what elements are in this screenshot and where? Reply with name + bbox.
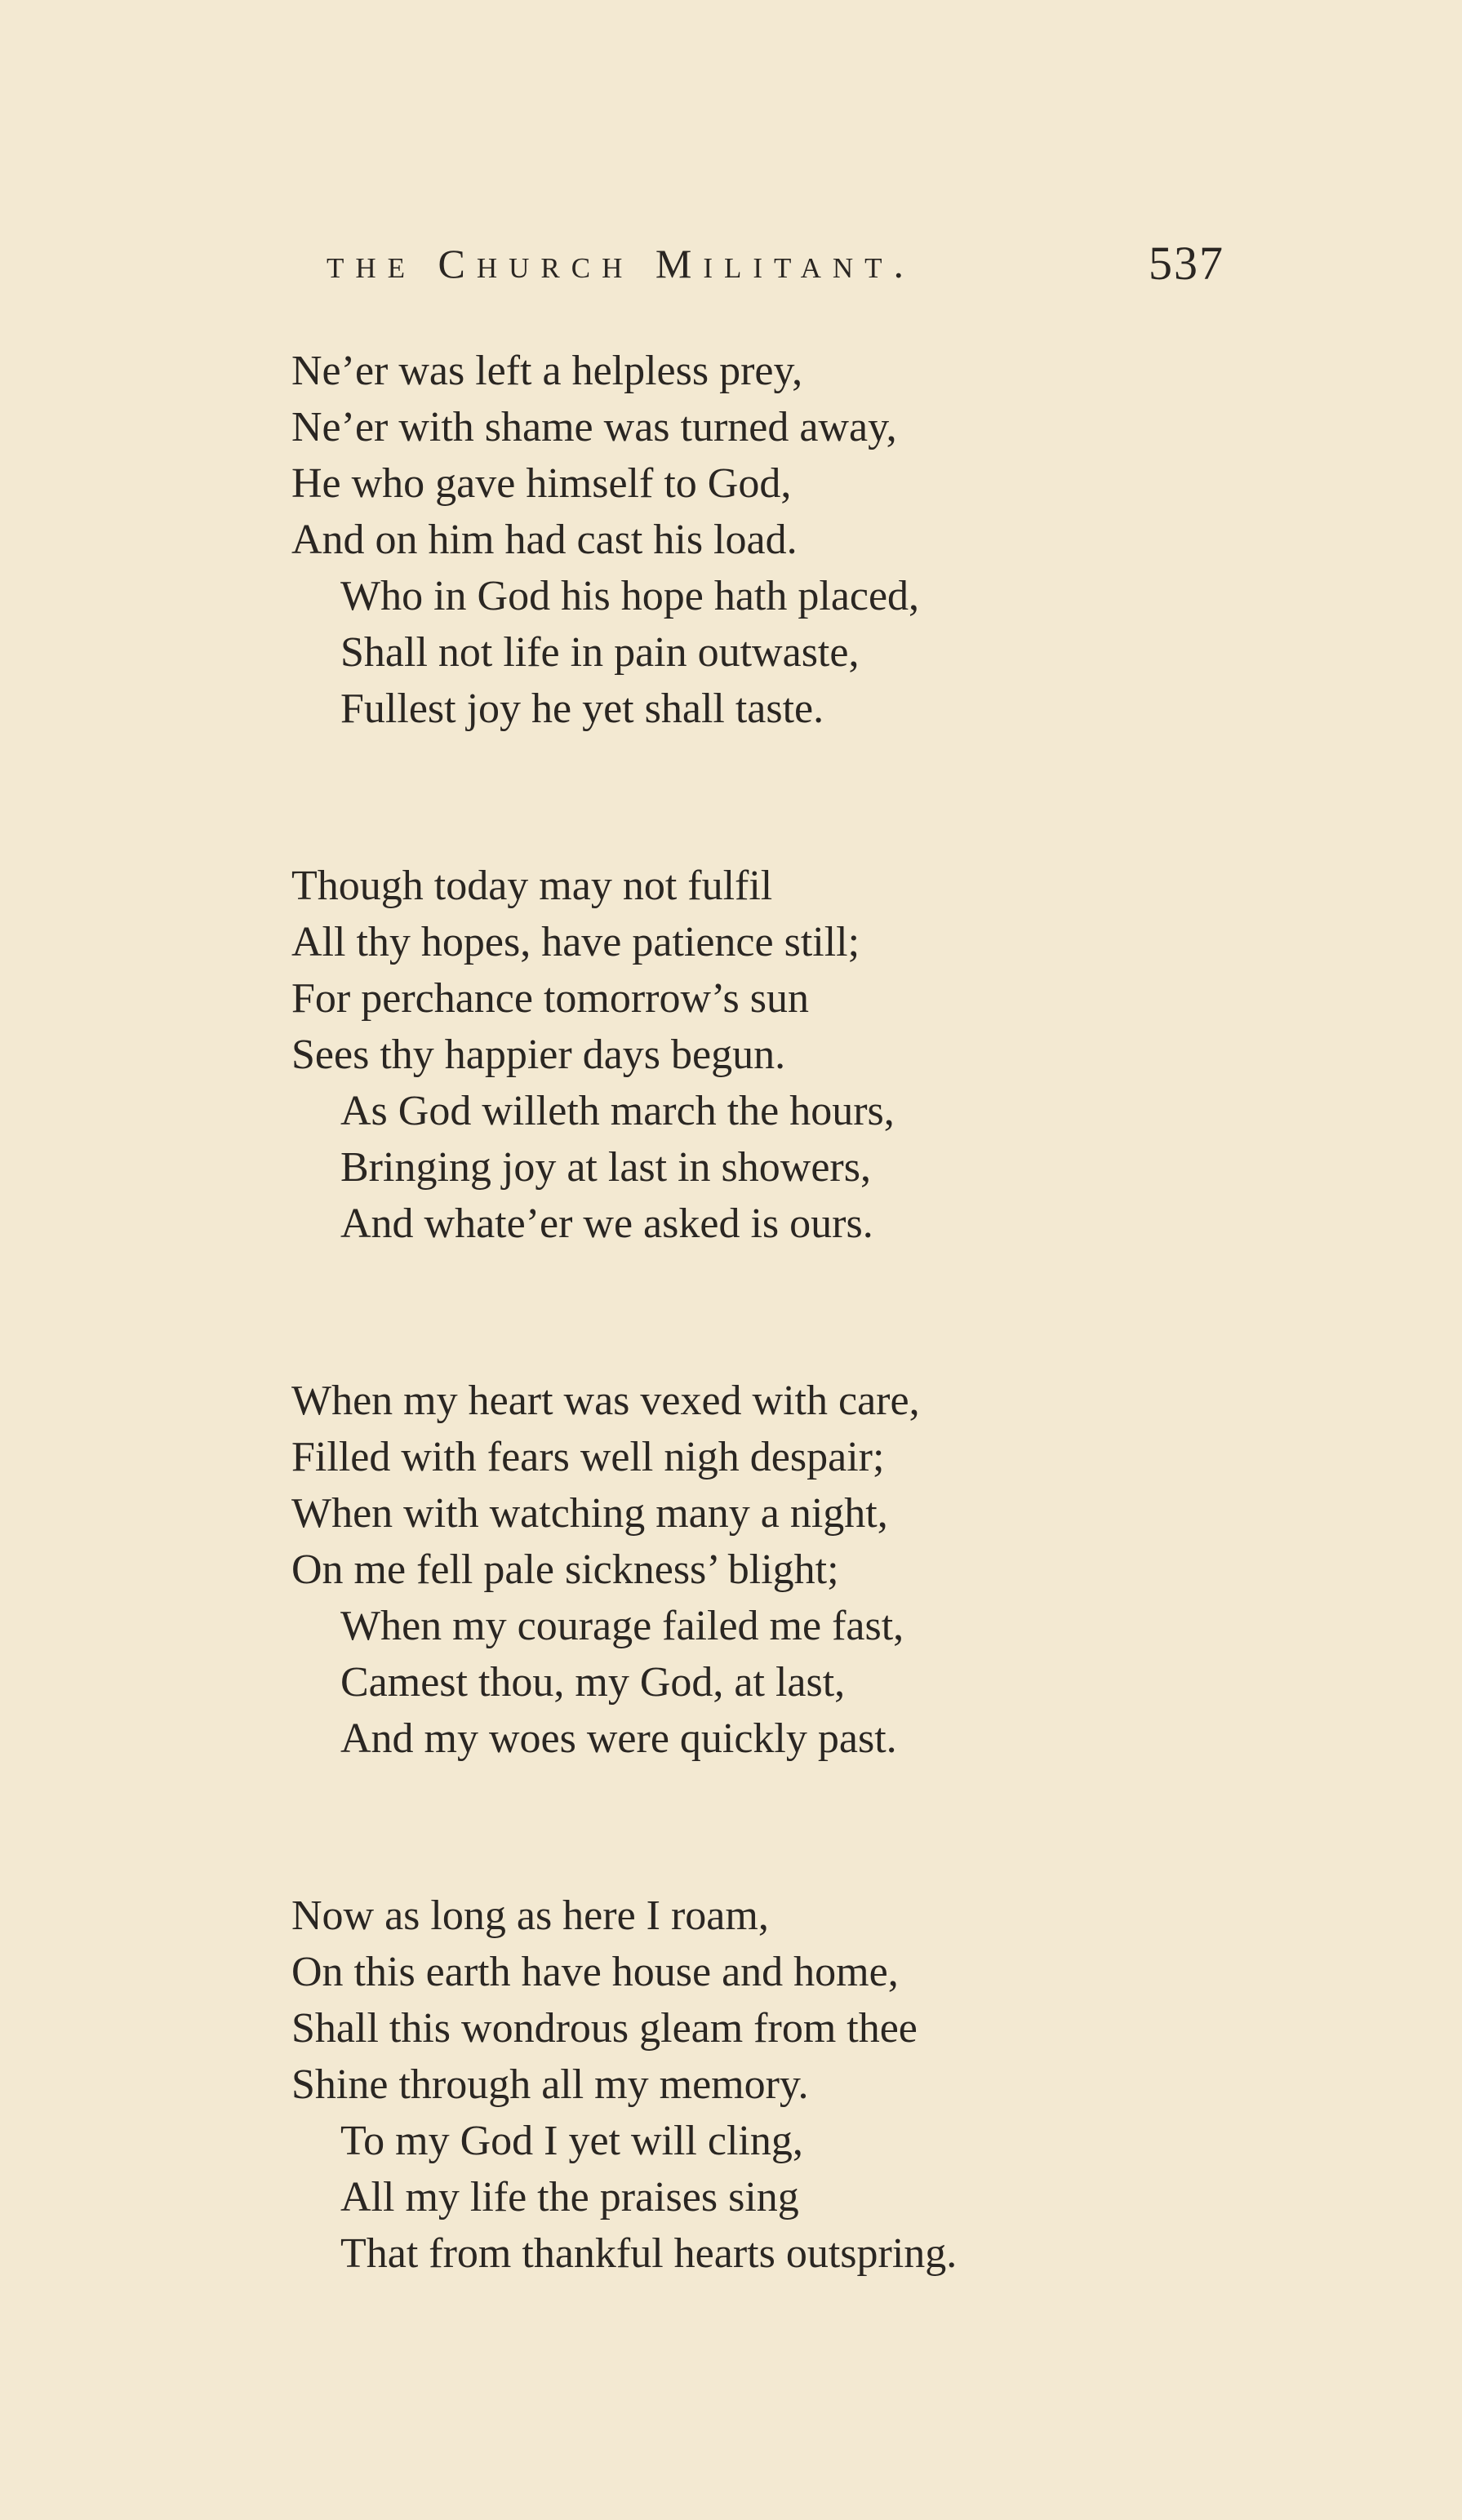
- stanza-1: [291, 343, 1189, 737]
- page-number: 537: [1149, 237, 1224, 290]
- poem-line-indented: That from thankful hearts outspring.: [340, 2230, 958, 2277]
- stanza-4: [291, 1888, 1189, 2282]
- poem-line-indented: Who in God his hope hath placed,: [340, 573, 920, 619]
- poem-line: On this earth have house and home,: [291, 1949, 899, 1995]
- poem-line: All thy hopes, have patience still;: [291, 919, 860, 965]
- poem-line: He who gave himself to God,: [291, 460, 792, 507]
- poem-line-indented: Shall not life in pain outwaste,: [340, 629, 860, 676]
- poem-line-indented: And whate’er we asked is ours.: [340, 1200, 873, 1247]
- poem: [291, 343, 1189, 2402]
- poem-line: Though today may not fulfil: [291, 863, 773, 909]
- running-head: [327, 235, 1224, 292]
- poem-line: Filled with fears well nigh despair;: [291, 1434, 885, 1480]
- poem-line-indented: When my courage failed me fast,: [340, 1603, 904, 1649]
- poem-line-indented: Camest thou, my God, at last,: [340, 1659, 846, 1706]
- poem-line: And on him had cast his load.: [291, 517, 798, 563]
- poem-line: Shine through all my memory.: [291, 2061, 809, 2108]
- poem-line-indented: Bringing joy at last in showers,: [340, 1144, 871, 1191]
- poem-line: Ne’er with shame was turned away,: [291, 404, 897, 450]
- poem-line: When with watching many a night,: [291, 1490, 888, 1537]
- poem-line: On me fell pale sickness’ blight;: [291, 1546, 839, 1593]
- poem-line-indented: As God willeth march the hours,: [340, 1088, 895, 1134]
- poem-line: Now as long as here I roam,: [291, 1892, 769, 1939]
- poem-line-indented: To my God I yet will cling,: [340, 2118, 803, 2164]
- running-head-title: the Church Militant.: [327, 241, 916, 286]
- stanza-2: [291, 858, 1189, 1252]
- poem-line: When my heart was vexed with care,: [291, 1378, 920, 1424]
- poem-line: For perchance tomorrow’s sun: [291, 975, 809, 1022]
- poem-line-indented: And my woes were quickly past.: [340, 1715, 897, 1762]
- poem-line: Sees thy happier days begun.: [291, 1032, 786, 1078]
- poem-line-indented: All my life the praises sing: [340, 2174, 799, 2221]
- poem-line: Ne’er was left a helpless prey,: [291, 348, 803, 394]
- poem-line: Shall this wondrous gleam from thee: [291, 2005, 918, 2052]
- poem-line-indented: Fullest joy he yet shall taste.: [340, 685, 824, 732]
- stanza-3: [291, 1373, 1189, 1767]
